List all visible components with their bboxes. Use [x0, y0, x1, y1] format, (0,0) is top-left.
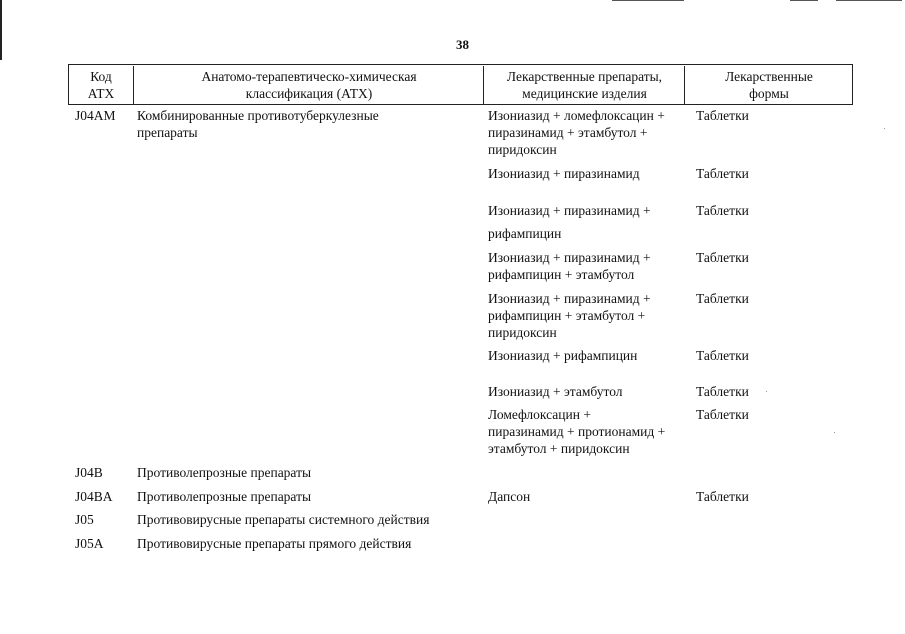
- drug-entry: Ломефлоксацин + пиразинамид + протионамид + этамбутол + пиридоксин: [488, 407, 666, 456]
- row-code: J04B: [75, 465, 103, 480]
- scan-mark: [612, 0, 684, 1]
- drug-entry: Изониазид + ломефлоксацин + пиразинамид + этамбутол + пиридоксин: [488, 108, 665, 157]
- scan-mark: [836, 0, 902, 1]
- scan-speck: [834, 432, 835, 433]
- header-code: Код АТХ: [87, 69, 115, 101]
- drug-entry: Дапсон: [488, 489, 531, 504]
- table-header: [68, 64, 853, 105]
- scan-speck: [884, 128, 885, 129]
- dosage-form: Таблетки: [696, 384, 749, 399]
- header-forms: Лекарственные формы: [684, 66, 853, 104]
- dosage-form: Таблетки: [696, 108, 749, 123]
- scan-mark: [790, 0, 818, 1]
- dosage-form: Таблетки: [696, 348, 749, 363]
- dosage-form: Таблетки: [696, 166, 749, 181]
- dosage-form: Таблетки: [696, 203, 749, 218]
- drug-entry: Изониазид + рифампицин: [488, 348, 638, 363]
- drug-entry: Изониазид + пиразинамид + рифампицин + этамбутол: [488, 250, 651, 282]
- row-code: J04BA: [75, 489, 113, 504]
- row-code: J04AM: [75, 108, 116, 123]
- drug-entry: Изониазид + пиразинамид + рифампицин + этамбутол + пиридоксин: [488, 291, 651, 340]
- row-code: J05A: [75, 536, 104, 551]
- dosage-form: Таблетки: [696, 489, 749, 504]
- drug-entry: Изониазид + пиразинамид + рифампицин: [488, 203, 651, 241]
- dosage-form: Таблетки: [696, 291, 749, 306]
- dosage-form: Таблетки: [696, 407, 749, 422]
- drug-entry: Изониазид + пиразинамид: [488, 166, 640, 181]
- row-classification: Противовирусные препараты прямого действия: [137, 536, 412, 551]
- dosage-form: Таблетки: [696, 250, 749, 265]
- row-classification: Противовирусные препараты системного действия: [137, 512, 430, 527]
- row-classification: Противолепрозные препараты: [137, 489, 312, 504]
- header-classification: Анатомо-терапевтическо-химическая классификация (АТХ): [133, 66, 484, 104]
- drug-entry: Изониазид + этамбутол: [488, 384, 623, 399]
- scan-speck: [766, 391, 767, 392]
- header-drugs: Лекарственные препараты, медицинские изделия: [483, 66, 685, 104]
- row-classification: Противолепрозные препараты: [137, 465, 312, 480]
- row-classification: Комбинированные противотуберкулезные препараты: [137, 108, 379, 140]
- page-number: 38: [456, 37, 469, 52]
- row-code: J05: [75, 512, 94, 527]
